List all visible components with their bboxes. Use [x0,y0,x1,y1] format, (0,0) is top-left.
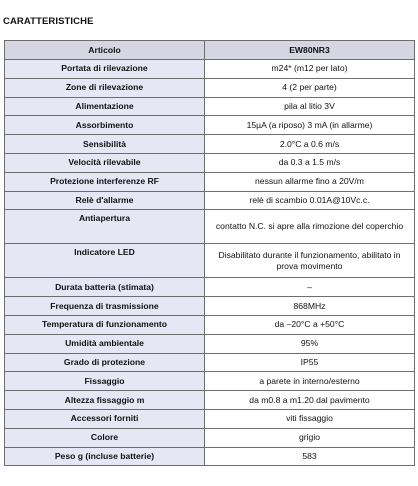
table-row [5,372,415,391]
table-row [5,191,415,210]
row-label: Fissaggio [5,372,205,391]
row-label: Zone di rilevazione [5,78,205,97]
row-label: Antiapertura [5,210,205,244]
row-value: m24* (m12 per lato) [205,60,415,79]
row-label: Colore [5,428,205,447]
table-row [5,447,415,466]
table-row [5,409,415,428]
table-row [5,428,415,447]
row-label: Grado di protezione [5,353,205,372]
row-value: grigio [205,428,415,447]
table-row [5,78,415,97]
table-row [5,116,415,135]
table-row [5,391,415,410]
row-label: Accessori forniti [5,409,205,428]
row-value: Disabilitato durante il funzionamento, abilitato in prova movimento [205,244,415,278]
row-label: Durata batteria (stimata) [5,278,205,297]
table-row [5,244,415,278]
table-row [5,60,415,79]
row-label: Protezione interferenze RF [5,172,205,191]
row-value: IP55 [205,353,415,372]
row-label: Frequenza di trasmissione [5,297,205,316]
table-row [5,334,415,353]
row-value: 4 (2 per parte) [205,78,415,97]
row-value: 95% [205,334,415,353]
row-label: Peso g (incluse batterie) [5,447,205,466]
page-title: CARATTERISTICHE [3,16,94,27]
specifications-table [4,40,415,466]
row-value: 868MHz [205,297,415,316]
row-value: contatto N.C. si apre alla rimozione del coperchio [205,210,415,244]
row-label: Alimentazione [5,97,205,116]
row-label: Assorbimento [5,116,205,135]
table-row [5,353,415,372]
row-label: Umidità ambientale [5,334,205,353]
table-row [5,210,415,244]
table-row [5,153,415,172]
table-row [5,315,415,334]
row-value: a parete in interno/esterno [205,372,415,391]
row-label: Relè d'allarme [5,191,205,210]
row-label: Indicatore LED [5,244,205,278]
row-value: da m0.8 a m1.20 dal pavimento [205,391,415,410]
row-label: Velocità rilevabile [5,153,205,172]
row-label: Altezza fissaggio m [5,391,205,410]
row-label: Temperatura di funzionamento [5,315,205,334]
row-value: da 0.3 a 1.5 m/s [205,153,415,172]
row-value: – [205,278,415,297]
table-row [5,278,415,297]
row-value: 2.0°C a 0.6 m/s [205,135,415,154]
table-row [5,97,415,116]
row-value: da –20°C a +50°C [205,315,415,334]
table-row [5,135,415,154]
row-label: Sensibilità [5,135,205,154]
table-row [5,297,415,316]
table-header-row [5,41,415,60]
row-value: viti fissaggio [205,409,415,428]
row-value: pila al litio 3V [205,97,415,116]
header-cell-articolo: Articolo [5,41,205,60]
row-value: nessun allarme fino a 20V/m [205,172,415,191]
row-label: Portata di rilevazione [5,60,205,79]
row-value: 583 [205,447,415,466]
row-value: 15µA (a riposo) 3 mA (in allarme) [205,116,415,135]
header-cell-model: EW80NR3 [205,41,415,60]
table-row [5,172,415,191]
row-value: relè di scambio 0.01A@10Vc.c. [205,191,415,210]
